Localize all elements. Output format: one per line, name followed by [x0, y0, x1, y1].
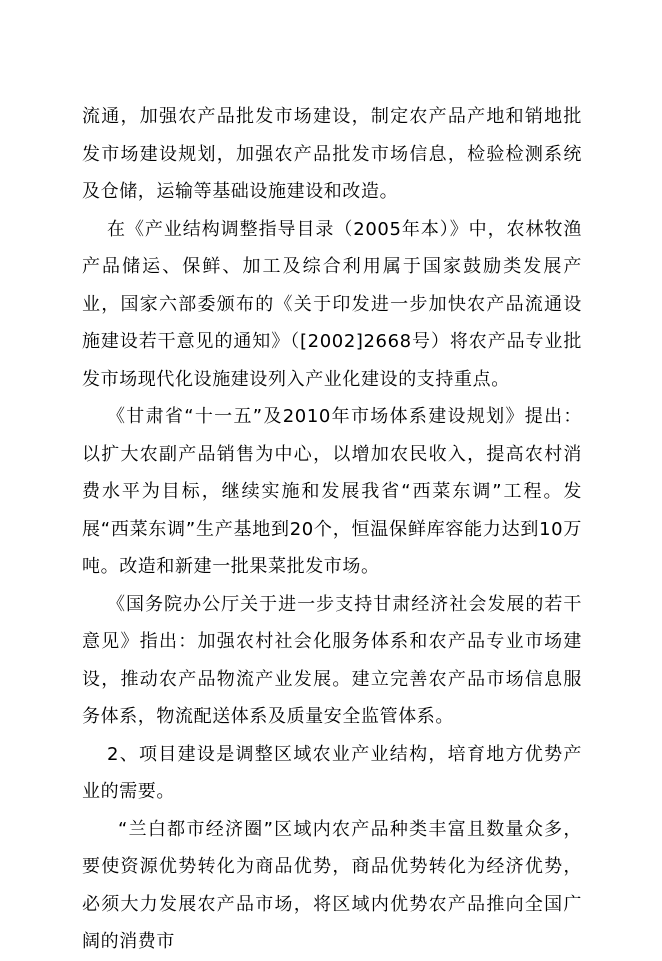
paragraph-lanbai-economic-circle: “兰白都市经济圈”区域内农产品种类丰富且数量众多，要使资源优势转化为商品优势，商品优势转化为经济优势，必须大力发展农产品市场，将区域内优势农产品推向全国广阔的消费市	[82, 818, 582, 952]
paragraph-continuation: 流通，加强农产品批发市场建设，制定农产品产地和销地批发市场建设规划，加强农产品批发市场信息，检验检测系统及仓储，运输等基础设施建设和改造。	[82, 106, 582, 202]
paragraph-industry-catalog: 在《产业结构调整指导目录（2005年本）》中，农林牧渔产品储运、保鲜、加工及综合利用属于国家鼓励类发展产业，国家六部委颁布的《关于印发进一步加快农产品流通设施建设若干意见的通知》（[2002]2668号）将农产品专业批发市场现代化设施建设列入产业化建设的支持重点。	[82, 218, 582, 390]
paragraph-state-council-opinion: 《国务院办公厅关于进一步支持甘肃经济社会发展的若干意见》指出：加强农村社会化服务体系和农产品专业市场建设，推动农产品物流产业发展。建立完善农产品市场信息服务体系，物流配送体系及质量安全监管体系。	[82, 593, 582, 727]
body-text	[82, 98, 582, 961]
paragraph-gansu-plan: 《甘肃省“十一五”及2010年市场体系建设规划》提出：以扩大农副产品销售为中心，以增加农民收入，提高农村消费水平为目标，继续实施和发展我省“西菜东调”工程。发展“西菜东调”生产基地到20个，恒温保鲜库容能力达到10万吨。改造和新建一批果菜批发市场。	[82, 406, 582, 577]
section-heading-item-2: 2、项目建设是调整区域农业产业结构，培育地方优势产业的需要。	[82, 743, 582, 802]
